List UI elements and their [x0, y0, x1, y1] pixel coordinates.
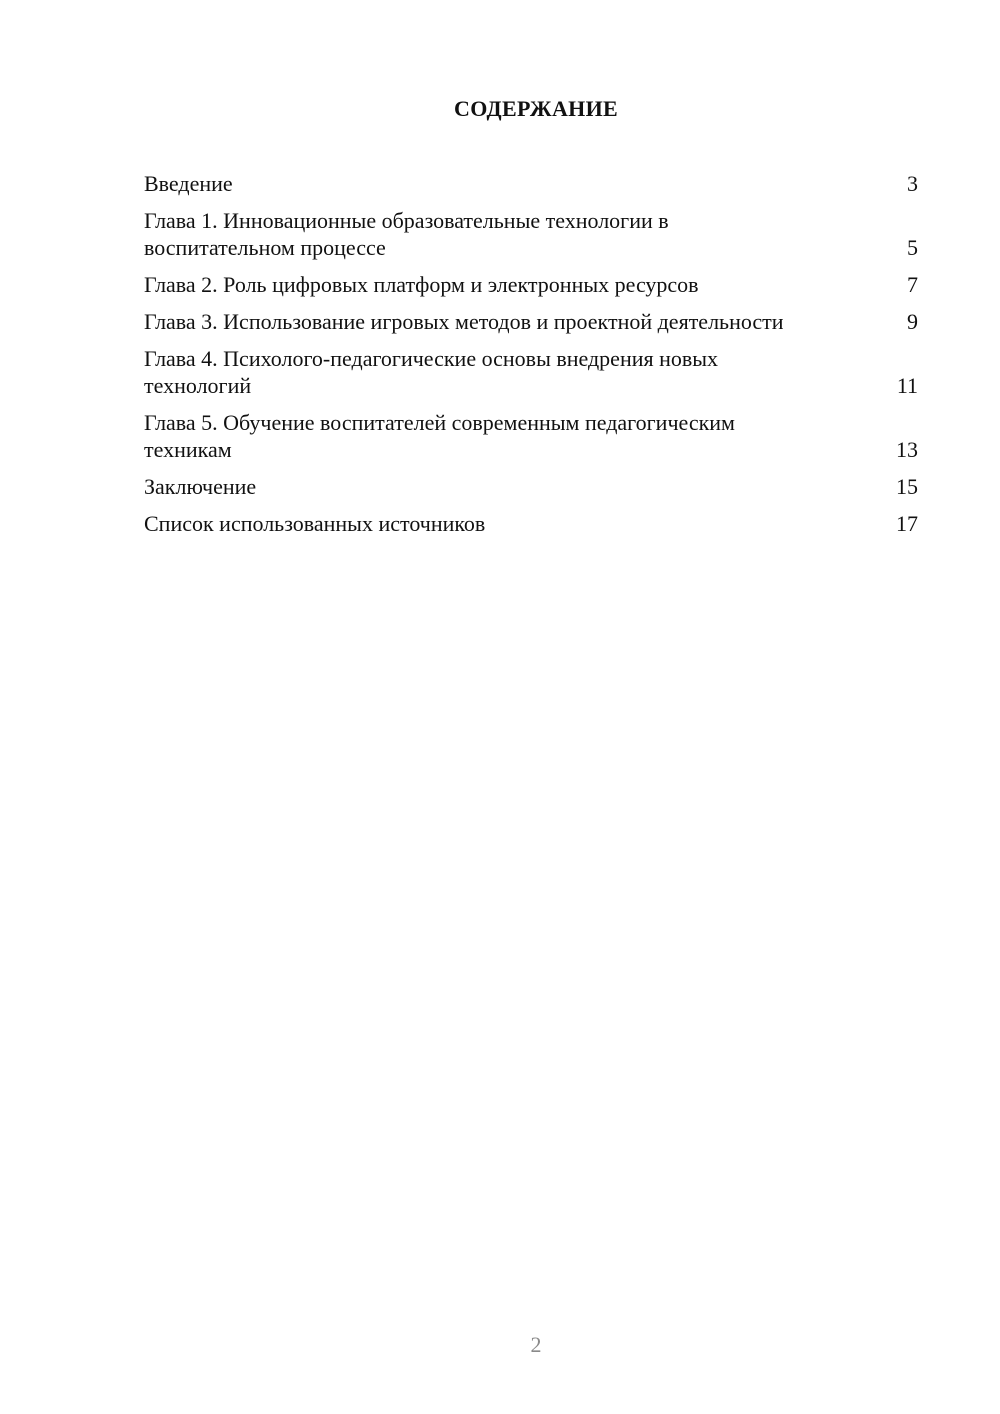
toc-entry-title: Глава 4. Психолого-педагогические основы внедрения новых технологий — [144, 346, 719, 398]
toc-entry-introduction[interactable] — [144, 170, 918, 197]
toc-entry-chapter-5[interactable] — [144, 409, 918, 463]
toc-entry-page: 17 — [896, 511, 918, 536]
toc-heading: СОДЕРЖАНИЕ — [454, 96, 618, 121]
toc-entry-title: Глава 5. Обучение воспитателей современным педагогическим техникам — [144, 410, 735, 462]
toc-entry-title: Глава 3. Использование игровых методов и проектной деятельности — [144, 309, 784, 334]
toc-entry-chapter-4[interactable] — [144, 345, 918, 399]
toc-entry-page: 15 — [896, 474, 918, 499]
toc-entry-page: 13 — [896, 437, 918, 462]
toc-entry-page: 11 — [896, 373, 918, 398]
toc-entry-title: Заключение — [144, 474, 257, 499]
toc-entry-title: Введение — [144, 171, 233, 196]
toc-entry-page: 9 — [907, 309, 918, 334]
toc-entry-references[interactable] — [144, 510, 918, 537]
toc-entry-title: Список использованных источников — [144, 511, 486, 536]
toc-entry-page: 7 — [907, 272, 918, 297]
toc-entry-chapter-2[interactable] — [144, 271, 918, 298]
toc-entry-title: Глава 1. Инновационные образовательные технологии в воспитательном процессе — [144, 208, 669, 260]
page-number: 2 — [530, 1332, 542, 1357]
toc-entry-title: Глава 2. Роль цифровых платформ и электронных ресурсов — [144, 272, 699, 297]
toc-entry-page: 3 — [907, 171, 918, 196]
toc-entry-page: 5 — [907, 235, 918, 260]
toc-entry-chapter-3[interactable] — [144, 308, 918, 335]
toc-list — [144, 170, 918, 547]
toc-entry-chapter-1[interactable] — [144, 207, 918, 261]
toc-entry-conclusion[interactable] — [144, 473, 918, 500]
